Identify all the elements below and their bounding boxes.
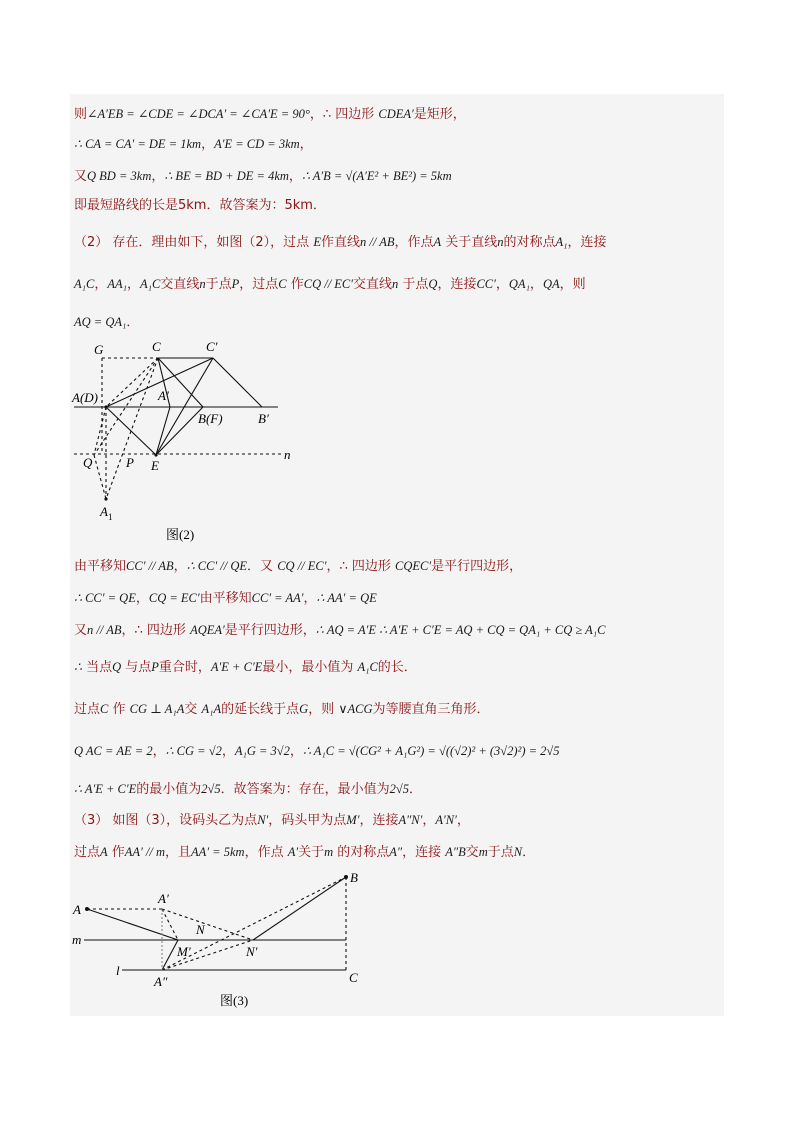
solution-line — [74, 699, 490, 720]
text-run: ．又 — [247, 559, 278, 574]
text-run: 即最短路线的长是5km．故答案为：5km． — [74, 198, 326, 213]
math-expression: N′ — [257, 813, 269, 827]
text-run: ，连接 — [359, 813, 399, 828]
math-expression: m — [478, 845, 488, 859]
math-expression: A₁ — [555, 235, 568, 249]
math-expression: Q — [428, 277, 438, 291]
solution-line — [74, 166, 452, 187]
label-N: N — [196, 922, 205, 937]
text-run: 关于 — [298, 845, 325, 860]
text-run: 是平行四边形， — [224, 623, 316, 638]
label-G: G — [94, 342, 104, 357]
label-C-prime: C′ — [206, 339, 218, 354]
text-run: 作直线 — [320, 235, 360, 250]
text-run: ，且 — [165, 845, 192, 860]
math-expression: ∴ A₁C = √(CG² + A₁G²) = √((√2)² + (3√2)²) = 2√5 — [302, 744, 560, 758]
text-run: 于点 — [398, 277, 429, 292]
text-run: 当点 — [81, 660, 113, 675]
text-run: ，连接 — [567, 235, 607, 250]
label-n: n — [284, 447, 291, 462]
math-expression: A₁A — [201, 702, 222, 716]
figure-2-caption: 图(2) — [166, 527, 195, 542]
solution-line — [74, 104, 466, 125]
label-l: l — [116, 963, 120, 978]
text-run: （2） 存在．理由如下，如图（2），过点 — [74, 235, 314, 250]
label-Q: Q — [83, 455, 93, 470]
math-expression: A₁C — [357, 660, 378, 674]
text-run: 是平行四边形， — [431, 559, 523, 574]
math-expression: A′N′ — [435, 813, 457, 827]
math-expression: A″ — [389, 845, 403, 859]
math-expression: P — [151, 660, 159, 674]
text-run: ， — [495, 277, 509, 292]
label-A-prime-3: A′ — [158, 891, 169, 906]
math-expression: CC′ = AA′ — [251, 591, 304, 605]
text-run: 最小，最小值为 — [262, 660, 358, 675]
text-run: 交 — [465, 845, 479, 860]
text-run: ，∴ 四边形 — [309, 107, 379, 122]
math-expression: ∴ CA = CA′ = DE = 1km — [74, 137, 202, 151]
solution-line — [74, 232, 607, 253]
text-run: ，作点 — [394, 235, 434, 250]
text-run: 与点 — [121, 660, 152, 675]
text-run: 的最小值为 — [136, 782, 202, 797]
text-run: ，作点 — [244, 845, 288, 860]
text-run: 交直线 — [353, 277, 393, 292]
math-expression: Q — [112, 660, 122, 674]
text-run: 交 — [184, 702, 202, 717]
math-expression: ∴ — [74, 660, 82, 674]
math-expression: CDEA′ — [378, 107, 414, 121]
solution-line — [74, 620, 605, 641]
label-m: m — [72, 932, 82, 947]
math-expression: CQ = EC′ — [148, 591, 200, 605]
math-expression: CG ⊥ A₁A — [129, 702, 185, 716]
text-run: ， — [456, 813, 470, 828]
math-expression: M′ — [346, 813, 360, 827]
text-run: ，过点 — [239, 277, 279, 292]
math-expression: n // AB — [359, 235, 395, 249]
math-expression: QA — [542, 277, 560, 291]
text-run: ， — [151, 169, 165, 184]
math-expression: CQ // EC′ — [277, 559, 327, 573]
text-run: 是矩形， — [413, 107, 466, 122]
math-expression: ∴ BE = BD + DE = 4km — [164, 169, 289, 183]
math-expression: Q AC = AE = 2 — [74, 744, 153, 758]
label-E: E — [151, 458, 159, 473]
label-P: P — [126, 455, 134, 470]
text-run: 的对称点 — [333, 845, 390, 860]
math-expression: AA′ = 5km — [191, 845, 245, 859]
text-run: ， — [529, 277, 543, 292]
solution-line — [74, 134, 313, 155]
text-run: ，连接 — [437, 277, 477, 292]
text-run: ， — [173, 559, 187, 574]
text-run: ， — [152, 744, 166, 759]
math-expression: A′E = CD = 3km — [214, 137, 300, 151]
label-B-F: B(F) — [198, 411, 223, 426]
text-run: 由平移知 — [199, 591, 252, 606]
text-run: 于点 — [487, 845, 514, 860]
text-run: 重合时， — [158, 660, 211, 675]
math-expression: n // AB — [87, 623, 122, 637]
text-run: ，∴ 四边形 — [326, 559, 396, 574]
solution-line — [74, 196, 326, 216]
math-expression: A′ — [287, 845, 299, 859]
text-run: ， — [289, 744, 303, 759]
solution-line — [74, 274, 586, 295]
math-expression: C — [278, 277, 287, 291]
text-run: ． — [126, 315, 140, 330]
label-A-prime: A′ — [158, 388, 169, 403]
math-expression: A₁G = 3√2 — [234, 744, 290, 758]
math-expression: ∴ CC′ // QE — [186, 559, 248, 573]
figure-3-caption: 图(3) — [220, 993, 249, 1008]
text-run: ， — [135, 591, 149, 606]
math-expression: N — [513, 845, 523, 859]
math-expression: CQEC′ — [395, 559, 432, 573]
text-run: ， — [201, 137, 215, 152]
text-run: 关于直线 — [441, 235, 498, 250]
text-run: 于点 — [205, 277, 232, 292]
solution-line — [74, 842, 535, 863]
math-expression: AQEA′ — [190, 623, 225, 637]
text-run: 作 — [107, 845, 125, 860]
text-run: ， — [288, 169, 302, 184]
math-expression: 2√5 — [389, 782, 410, 796]
text-run: ． — [409, 782, 423, 797]
math-expression: A₁C — [139, 277, 161, 291]
figure-3 — [70, 872, 380, 1012]
math-expression: m — [324, 845, 334, 859]
math-expression: CC′ — [476, 277, 496, 291]
math-expression: QA₁ — [508, 277, 530, 291]
label-M-prime: M′ — [177, 944, 191, 959]
math-expression: A′E + C′E — [210, 660, 263, 674]
text-run: ，码头甲为点 — [268, 813, 347, 828]
label-B: B — [350, 872, 358, 885]
solution-line — [74, 741, 560, 762]
text-run: 的延长线于点 — [221, 702, 300, 717]
solution-line — [74, 312, 139, 333]
math-expression: n — [392, 277, 399, 291]
math-expression: ∴ CC′ = QE — [74, 591, 136, 605]
math-expression: AA′ // m — [124, 845, 166, 859]
math-expression: 2√5 — [201, 782, 221, 796]
math-expression: n — [497, 235, 504, 249]
math-expression: A″B — [445, 845, 466, 859]
text-run: ， — [422, 813, 436, 828]
label-C-3: C — [349, 970, 358, 985]
math-expression: ∴ A′E + C′E — [74, 782, 137, 796]
text-run: 交直线 — [160, 277, 200, 292]
math-expression: E — [313, 235, 321, 249]
math-expression: ∴ A′B = √(A′E² + BE²) = 5km — [301, 169, 452, 183]
text-run: 又 — [74, 169, 88, 184]
math-expression: P — [231, 277, 240, 291]
math-expression: AA₁ — [107, 277, 127, 291]
math-expression: CC′ // AB — [126, 559, 174, 573]
text-run: 则 — [74, 107, 88, 122]
text-run: ， — [221, 744, 235, 759]
math-expression: A″N′ — [398, 813, 423, 827]
text-run: 由平移知 — [74, 559, 127, 574]
text-run: ， — [94, 277, 108, 292]
math-expression: ∨ACG — [338, 702, 373, 716]
solution-line — [74, 657, 417, 678]
text-run: ，∴ 四边形 — [121, 623, 191, 638]
math-expression: C — [100, 702, 109, 716]
text-run: （3） 如图（3），设码头乙为点 — [74, 813, 258, 828]
text-run: 作 — [286, 277, 304, 292]
text-run: ， — [299, 137, 313, 152]
text-run: ，则 — [559, 277, 586, 292]
math-expression: ∴ AA′ = QE — [316, 591, 377, 605]
text-run: ，连接 — [402, 845, 446, 860]
label-B-prime: B′ — [258, 411, 269, 426]
solution-line — [74, 810, 470, 831]
math-expression: AQ = QA₁ — [74, 315, 127, 329]
text-run: ，则 — [308, 702, 339, 717]
text-run: 为等腰直角三角形． — [372, 702, 490, 717]
solution-line — [74, 779, 422, 800]
label-A-double-prime: A″ — [154, 974, 168, 989]
text-run: 过点 — [74, 845, 101, 860]
text-run: ．故答案为：存在，最小值为 — [220, 782, 390, 797]
text-run: 的长． — [377, 660, 417, 675]
math-expression: n — [199, 277, 206, 291]
solution-line — [74, 588, 377, 609]
math-expression: Q BD = 3km — [87, 169, 152, 183]
label-A1: $A_1$ — [100, 504, 113, 522]
text-run: 又 — [74, 623, 88, 638]
text-run: 过点 — [74, 702, 101, 717]
label-N-prime: N′ — [246, 944, 258, 959]
math-expression: ∴ CG = √2 — [165, 744, 222, 758]
math-expression: A — [433, 235, 442, 249]
text-run: ， — [303, 591, 317, 606]
label-A-D: A(D) — [72, 390, 98, 405]
text-run: 的对称点 — [503, 235, 556, 250]
math-expression: ∠A′EB = ∠CDE = ∠DCA′ = ∠CA′E = 90° — [87, 107, 310, 121]
math-expression: A₁C — [74, 277, 95, 291]
solution-line — [74, 556, 522, 577]
math-expression: G — [299, 702, 309, 716]
solution-content — [70, 94, 724, 1016]
math-expression: ∴ AQ = A′E ∴ A′E + C′E = AQ + CQ = QA₁ + CQ ≥ A₁C — [315, 623, 606, 637]
text-run: ， — [126, 277, 140, 292]
text-run: ． — [522, 845, 536, 860]
figure-2 — [70, 334, 310, 549]
label-C: C — [152, 339, 161, 354]
text-run: 作 — [108, 702, 130, 717]
math-expression: A — [100, 845, 108, 859]
math-expression: CQ // EC′ — [303, 277, 354, 291]
label-A: A — [73, 902, 81, 917]
